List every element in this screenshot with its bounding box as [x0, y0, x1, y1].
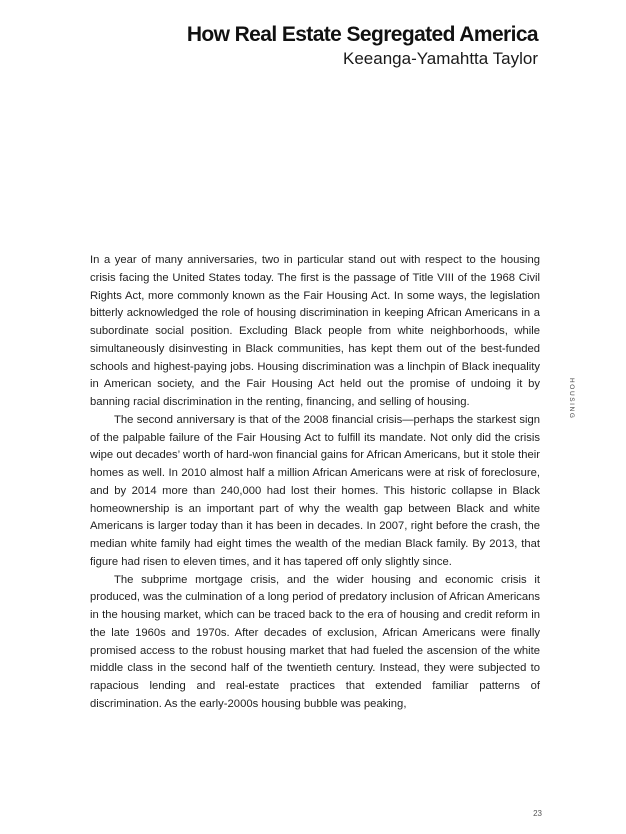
- running-section-label: HOUSING: [568, 378, 575, 420]
- article-title: How Real Estate Segregated America: [186, 23, 538, 46]
- body-paragraph-2: The second anniversary is that of the 2008 financial crisis—perhaps the starkest sign of the palpable failure of the Fair Housing Act to fulfill its mandate. Not only did the crisis wipe out decades’ worth of hard-won financial gains for African Americans, but it stole their homes as well. In 2010 almost half a million African Americans were at risk of foreclosure, and by 2014 more than 240,000 had lost their homes. This historic collapse in Black homeownership is an important part of why the wealth gap between Black and white Americans is larger today than it has been in decades. In 2007, right before the crash, the median white family had eight times the wealth of the median Black family. By 2013, that figure had risen to eleven times, and it has tapered off only slightly since.: [90, 413, 540, 568]
- author-name: Keeanga-Yamahtta Taylor: [343, 49, 538, 68]
- page-number: 23: [533, 809, 542, 818]
- article-body: [90, 252, 540, 714]
- body-paragraph-1: In a year of many anniversaries, two in particular stand out with respect to the housing crisis facing the United States today. The first is the passage of Title VIII of the 1968 Civil Rights Act, more commonly known as the Fair Housing Act. In some ways, the legislation bitterly acknowledged the role of housing discrimination in keeping African Americans in a subordinate social position. Excluding Black people from white neighborhoods, while simultaneously disinvesting in Black communities, has kept them out of the best-funded schools and highest-paying jobs. Housing discrimination was a linchpin of Black inequality in American society, and the Fair Housing Act held out the promise of undoing it by banning racial discrimination in the renting, financing, and selling of housing.: [90, 254, 540, 408]
- body-paragraph-3: The subprime mortgage crisis, and the wider housing and economic crisis it produced, was the culmination of a long period of predatory inclusion of African Americans in the housing market, which can be traced back to the era of housing and credit reform in the late 1960s and 1970s. After decades of exclusion, African Americans were finally promised access to the robust housing market that had fueled the ascension of the white middle class in the second half of the twentieth century. Instead, they were subjected to rapacious lending and real-estate practices that extended familiar patterns of discrimination. As the early-2000s housing bubble was peaking,: [90, 573, 540, 710]
